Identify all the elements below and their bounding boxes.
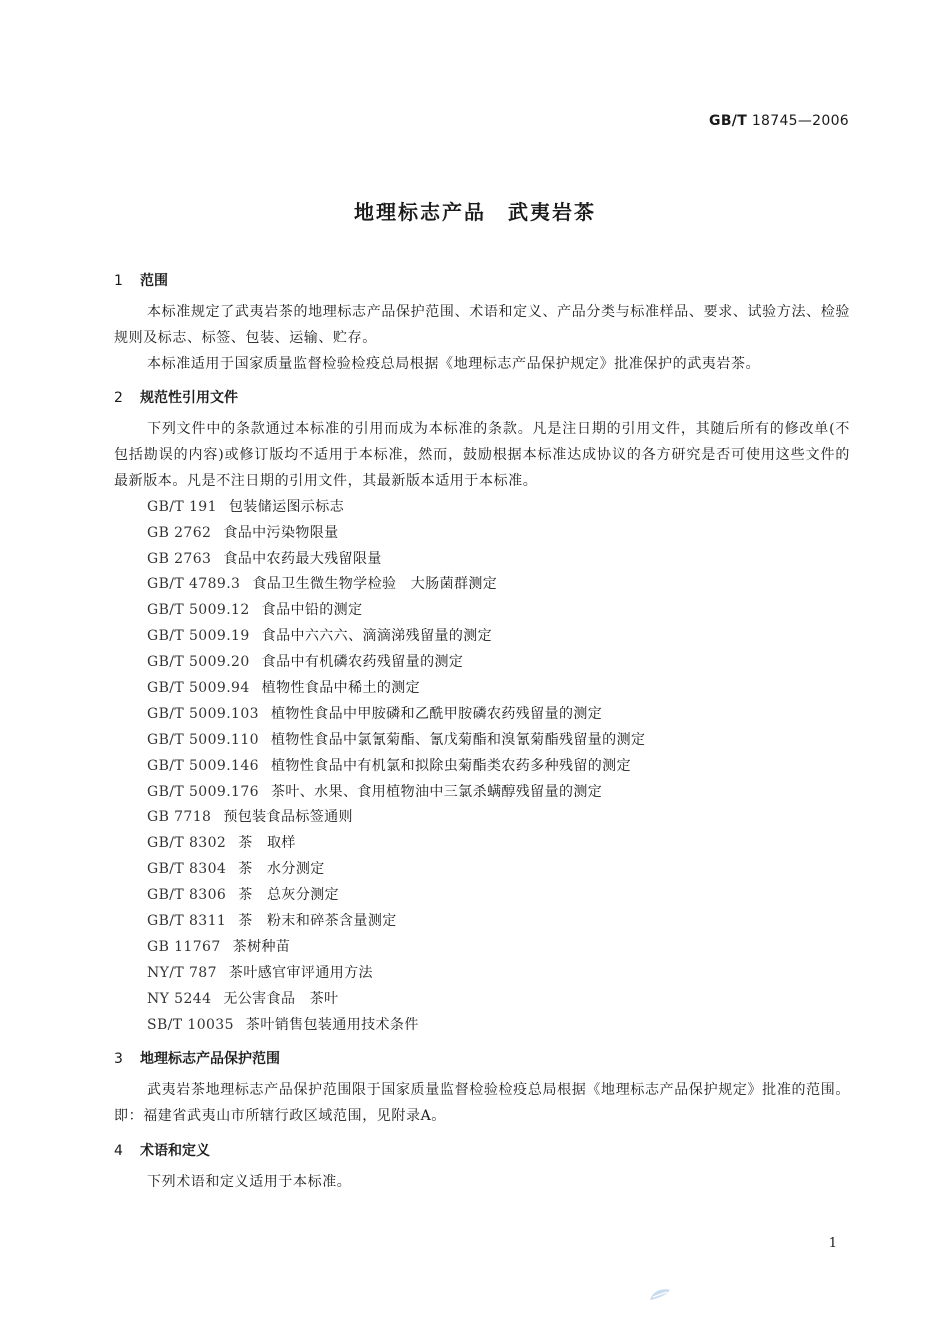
reference-code: NY 5244 [147, 990, 212, 1007]
reference-item [147, 857, 850, 883]
reference-item [147, 521, 850, 547]
reference-code: GB/T 4789.3 [147, 576, 241, 593]
reference-item [147, 702, 850, 728]
reference-code: GB/T 8306 [147, 887, 227, 904]
section-number: 4 [114, 1143, 123, 1160]
reference-item [147, 495, 850, 521]
reference-code: GB/T 5009.176 [147, 783, 259, 800]
reference-title: 茶叶、水果、食用植物油中三氯杀螨醇残留量的测定 [270, 783, 603, 800]
reference-code: GB/T 8304 [147, 861, 227, 878]
document-title: 地理标志产品 武夷岩茶 [354, 200, 596, 224]
document-body [114, 268, 850, 1196]
reference-title: 无公害食品 茶叶 [223, 990, 339, 1007]
reference-item [147, 676, 850, 702]
reference-title: 茶 水分测定 [238, 861, 325, 878]
reference-item [147, 728, 850, 754]
reference-title: 茶 取样 [238, 835, 296, 852]
reference-code: GB 2763 [147, 550, 212, 567]
section-heading-2 [114, 385, 850, 411]
reference-title: 食品中污染物限量 [223, 524, 339, 541]
reference-code: GB/T 5009.146 [147, 757, 259, 774]
reference-title: 植物性食品中氯氰菊酯、氰戊菊酯和溴氰菊酯残留量的测定 [270, 731, 646, 748]
section-title: 规范性引用文件 [140, 390, 238, 407]
reference-item [147, 909, 850, 935]
reference-title: 预包装食品标签通则 [223, 809, 353, 826]
section-title: 范围 [140, 273, 168, 289]
reference-code: GB/T 5009.103 [147, 705, 259, 722]
reference-title: 包装储运图示标志 [228, 498, 345, 515]
section-title: 术语和定义 [140, 1143, 210, 1160]
reference-code: GB/T 5009.12 [147, 602, 250, 619]
paragraph: 下列术语和定义适用于本标准。 [147, 1174, 352, 1191]
reference-item [147, 754, 850, 780]
reference-code: SB/T 10035 [147, 1016, 234, 1033]
section-number: 2 [114, 390, 123, 407]
section-title: 地理标志产品保护范围 [140, 1051, 280, 1068]
reference-title: 茶叶销售包装通用技术条件 [245, 1016, 419, 1033]
section-number: 3 [114, 1051, 123, 1068]
reference-list [114, 495, 850, 1039]
section-heading-4 [114, 1138, 850, 1164]
reference-code: GB/T 5009.110 [147, 731, 259, 748]
reference-item [147, 1013, 850, 1039]
reference-item [147, 572, 850, 598]
reference-item [147, 987, 850, 1013]
reference-item [147, 831, 850, 857]
reference-title: 植物性食品中甲胺磷和乙酰甲胺磷农药残留量的测定 [270, 705, 603, 722]
reference-code: GB 7718 [147, 809, 212, 826]
reference-title: 茶树种苗 [232, 938, 291, 955]
page-number: 1 [828, 1236, 837, 1251]
standard-code [709, 113, 849, 129]
section-number: 1 [114, 273, 123, 289]
reference-item [147, 935, 850, 961]
publisher-logo-icon [647, 1286, 673, 1304]
section-heading-1 [114, 268, 850, 294]
reference-item [147, 547, 850, 573]
reference-item [147, 624, 850, 650]
reference-title: 食品中农药最大残留限量 [223, 550, 382, 567]
reference-code: GB/T 5009.20 [147, 654, 250, 671]
reference-code: GB/T 8302 [147, 835, 227, 852]
reference-title: 食品中有机磷农药残留量的测定 [261, 654, 464, 671]
paragraph: 武夷岩茶地理标志产品保护范围限于国家质量监督检验检疫总局根据《地理标志产品保护规定》批准的范围。即：福建省武夷山市所辖行政区域范围，见附录A。 [114, 1082, 850, 1125]
paragraph: 下列文件中的条款通过本标准的引用而成为本标准的条款。凡是注日期的引用文件，其随后所有的修改单(不包括勘误的内容)或修订版均不适用于本标准，然而，鼓励根据本标准达成协议的各方研究是否可使用这些文件的最新版本。凡是不注日期的引用文件，其最新版本适用于本标准。 [114, 421, 850, 489]
reference-code: GB 11767 [147, 938, 221, 955]
reference-item [147, 805, 850, 831]
reference-code: GB/T 5009.19 [147, 628, 250, 645]
reference-title: 茶叶感官审评通用方法 [228, 964, 373, 981]
section-heading-3 [114, 1046, 850, 1072]
reference-code: GB 2762 [147, 524, 212, 541]
reference-item [147, 780, 850, 806]
standard-number: 18745—2006 [751, 113, 849, 129]
paragraph: 本标准适用于国家质量监督检验检疫总局根据《地理标志产品保护规定》批准保护的武夷岩茶。 [147, 355, 761, 372]
reference-title: 食品中铅的测定 [261, 602, 363, 619]
reference-item [147, 883, 850, 909]
reference-item [147, 598, 850, 624]
reference-code: GB/T 8311 [147, 913, 227, 930]
reference-title: 茶 总灰分测定 [238, 887, 340, 904]
reference-title: 植物性食品中有机氯和拟除虫菊酯类农药多种残留的测定 [270, 757, 631, 774]
reference-item [147, 961, 850, 987]
paragraph: 本标准规定了武夷岩茶的地理标志产品保护范围、术语和定义、产品分类与标准样品、要求、试验方法、检验规则及标志、标签、包装、运输、贮存。 [114, 304, 850, 346]
reference-item [147, 650, 850, 676]
reference-title: 食品卫生微生物学检验 大肠菌群测定 [252, 576, 498, 593]
reference-title: 食品中六六六、滴滴涕残留量的测定 [261, 628, 493, 645]
reference-code: GB/T 5009.94 [147, 680, 250, 697]
reference-code: NY/T 787 [147, 964, 217, 981]
standard-prefix: GB/T [709, 113, 748, 129]
reference-code: GB/T 191 [147, 498, 217, 515]
reference-title: 植物性食品中稀土的测定 [261, 680, 421, 697]
reference-title: 茶 粉末和碎茶含量测定 [238, 913, 397, 930]
